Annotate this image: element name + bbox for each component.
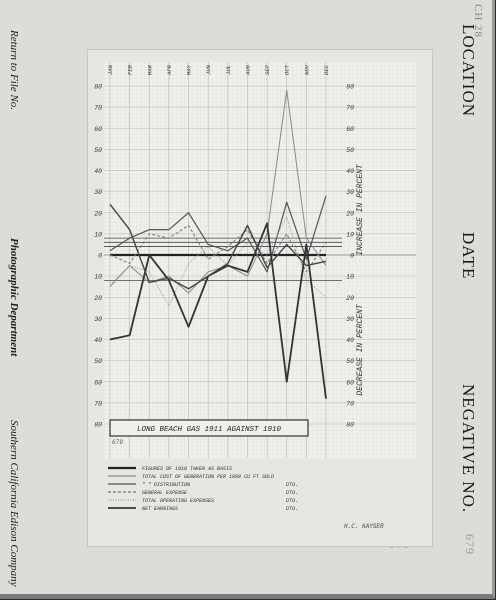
- y-tick-label-right: 30: [346, 315, 354, 323]
- legend-label: GENERAL EXPENSE: [142, 490, 188, 496]
- y-tick-label-right: 70: [346, 400, 354, 408]
- y-tick-label-right: 50: [346, 358, 354, 366]
- y-tick-label-left: 60: [94, 379, 102, 387]
- y-tick-label-right: 20: [346, 294, 354, 302]
- legend-label: TOTAL OPERATING EXPENSES: [142, 498, 215, 504]
- chart-photograph: [88, 50, 432, 546]
- y-tick-label-left: 80: [94, 421, 102, 429]
- month-label: FEB: [126, 65, 134, 75]
- signature: H.C. KAYSER: [344, 523, 384, 530]
- legend-ditto: DTO.: [286, 482, 299, 488]
- company-label: Southern California Edison Company: [8, 420, 20, 587]
- date-heading: DATE: [459, 232, 478, 280]
- month-label: JUL: [224, 65, 232, 75]
- line-chart: [88, 50, 432, 546]
- y-tick-label-right: 50: [346, 146, 354, 154]
- y-tick-label-right: 10: [346, 273, 354, 281]
- y-tick-label-left: 10: [94, 231, 102, 239]
- location-heading: LOCATION: [459, 24, 478, 117]
- month-label: DEC: [323, 65, 330, 75]
- department-label: Photographic Department: [8, 238, 20, 357]
- month-label: MAR: [146, 65, 154, 75]
- month-label: MAY: [185, 65, 193, 75]
- month-label: SEP: [264, 65, 272, 75]
- y-tick-label-left: 40: [94, 168, 102, 175]
- y-tick-label-right: 40: [346, 337, 354, 344]
- y-tick-label-left: 60: [94, 125, 102, 133]
- y-tick-label-right: 10: [346, 231, 354, 239]
- corner-number: 679: [463, 534, 477, 555]
- y-tick-label-right: 30: [346, 189, 354, 197]
- month-label: JUN: [205, 65, 213, 75]
- y-tick-label-left: 0: [98, 252, 102, 260]
- legend-ditto: DTO.: [286, 506, 299, 512]
- y-tick-label-right: 0: [350, 252, 354, 260]
- y-tick-label-left: 30: [94, 189, 102, 197]
- return-to-file-label: Return to File No.: [8, 30, 20, 111]
- y-tick-label-left: 30: [94, 315, 102, 323]
- legend-label: " " DISTRIBUTION: [142, 482, 191, 488]
- legend-ditto: DTO.: [286, 490, 299, 496]
- legend-label: FIGURES OF 1910 TAKEN AS BASIS: [142, 466, 233, 472]
- month-label: AUG: [244, 65, 252, 75]
- month-label: JAN: [107, 65, 114, 75]
- month-label: APR: [165, 65, 173, 75]
- chart-title: LONG BEACH GAS 1911 AGAINST 1910: [136, 426, 282, 434]
- y-tick-label-left: 50: [94, 358, 102, 366]
- y-tick-label-left: 50: [94, 146, 102, 154]
- y-tick-label-right: 70: [346, 104, 354, 112]
- y-tick-label-right: 60: [346, 379, 354, 387]
- file-code: CH 28: [472, 4, 484, 39]
- negative-heading: NEGATIVE NO.: [459, 384, 478, 514]
- y-tick-label-left: 70: [94, 104, 102, 112]
- legend-label: TOTAL COST OF GENERATION PER 1000 CU FT SOLD: [142, 474, 275, 480]
- y-tick-label-right: 80: [346, 421, 354, 429]
- y-label-increase: INCREASE IN PERCENT: [356, 164, 365, 256]
- month-label: NOV: [303, 65, 311, 75]
- y-tick-label-left: 20: [94, 210, 102, 218]
- y-label-decrease: DECREASE IN PERCENT: [356, 304, 365, 396]
- y-tick-label-right: 20: [346, 210, 354, 218]
- legend-ditto: DTO.: [286, 498, 299, 504]
- month-label: OCT: [283, 65, 291, 75]
- y-tick-label-left: 80: [94, 83, 102, 91]
- y-tick-label-right: 80: [346, 83, 354, 91]
- y-tick-label-left: 10: [94, 273, 102, 281]
- y-tick-label-right: 40: [346, 168, 354, 175]
- legend-label: NET EARNINGS: [142, 506, 179, 512]
- y-tick-label-left: 70: [94, 400, 102, 408]
- title-annotation: 679: [112, 439, 123, 446]
- y-tick-label-right: 60: [346, 125, 354, 133]
- y-tick-label-left: 40: [94, 337, 102, 344]
- y-tick-label-left: 20: [94, 294, 102, 302]
- legend: [108, 466, 298, 512]
